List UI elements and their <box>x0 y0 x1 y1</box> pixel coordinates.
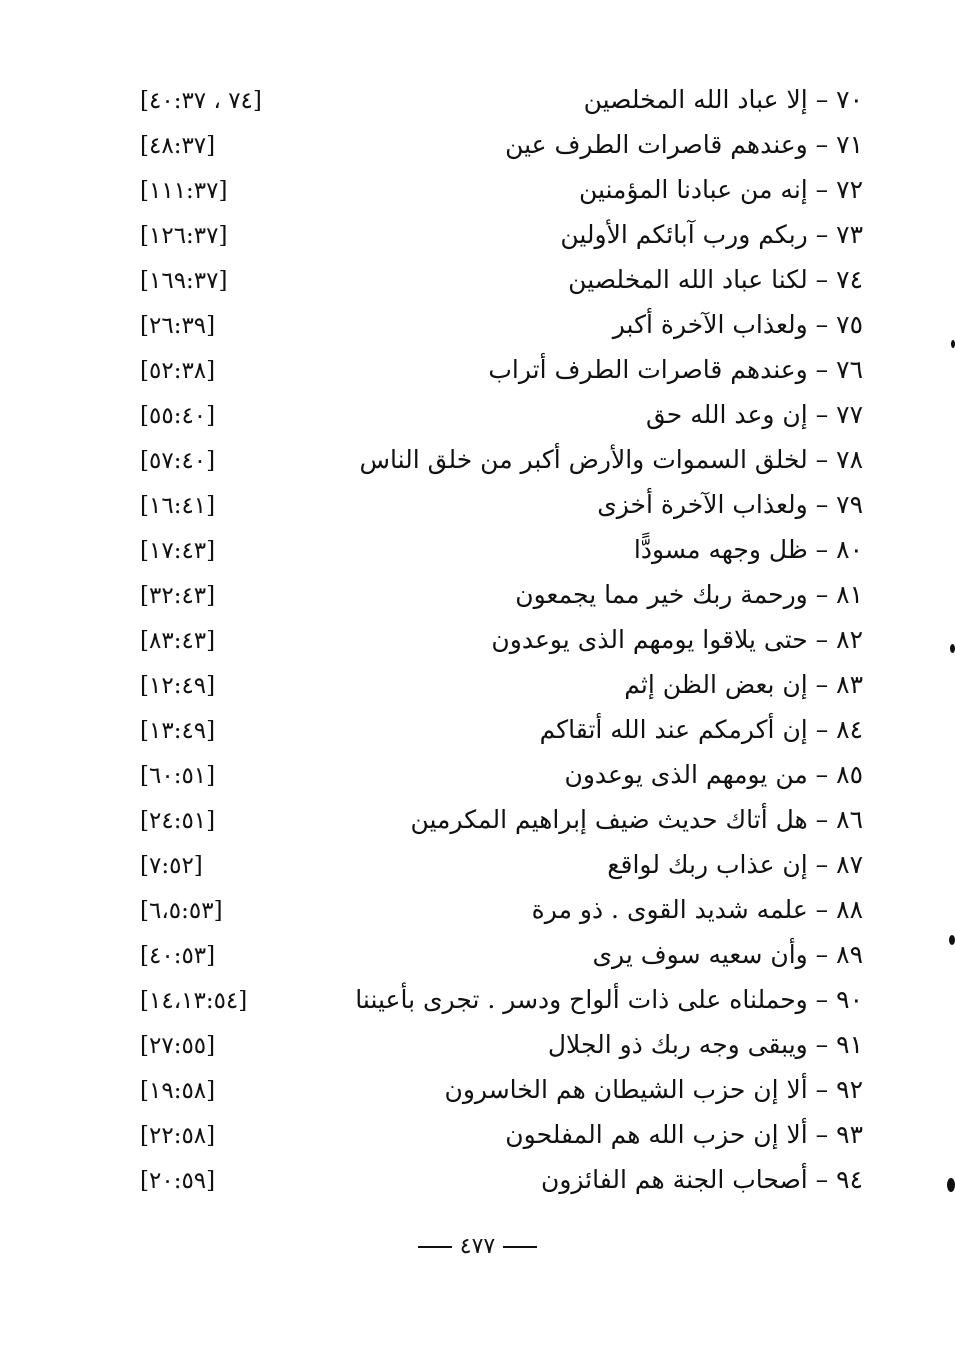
entry-reference: [١٤،١٣:٥٤] <box>140 988 248 1014</box>
list-item <box>0 841 955 886</box>
entry-text: ٧٥ – ولعذاب الآخرة أكبر <box>612 310 863 339</box>
entry-text: ٨٦ – هل أتاك حديث ضيف إبراهيم المكرمين <box>410 805 863 834</box>
entry-text: ٨٥ – من يومهم الذى يوعدون <box>564 760 863 789</box>
entry-reference: [١٣:٤٩] <box>140 718 216 744</box>
entry-text: ٧٣ – ربكم ورب آبائكم الأولين <box>560 220 863 249</box>
entry-text: ٨١ – ورحمة ربك خير مما يجمعون <box>515 580 863 609</box>
entry-reference: [١٦:٤١] <box>140 493 216 519</box>
list-item <box>0 301 955 346</box>
entry-text: ٧٦ – وعندهم قاصرات الطرف أتراب <box>488 355 863 384</box>
list-item <box>0 481 955 526</box>
entry-reference: [٥٥:٤٠] <box>140 403 216 429</box>
entries-list <box>0 76 955 1201</box>
entry-reference: [٨٣:٤٣] <box>140 628 216 654</box>
list-item <box>0 121 955 166</box>
scan-edge-mark <box>947 1178 955 1192</box>
list-item <box>0 796 955 841</box>
entry-text: ٨٢ – حتى يلاقوا يومهم الذى يوعدون <box>491 625 863 654</box>
entry-reference: [١٦٩:٣٧] <box>140 268 228 294</box>
entry-reference: [٢٢:٥٨] <box>140 1123 216 1149</box>
entry-reference: [٧:٥٢] <box>140 853 203 879</box>
page-number-value: ٤٧٧ <box>459 1234 496 1259</box>
entry-text: ٩٢ – ألا إن حزب الشيطان هم الخاسرون <box>444 1075 863 1104</box>
entry-reference: [٦٠:٥١] <box>140 763 216 789</box>
entry-text: ٨٧ – إن عذاب ربك لواقع <box>607 850 863 879</box>
list-item <box>0 346 955 391</box>
entry-text: ٧٠ – إلا عباد الله المخلصين <box>583 85 863 114</box>
entry-text: ٧٢ – إنه من عبادنا المؤمنين <box>578 175 863 204</box>
entry-reference: [١٧:٤٣] <box>140 538 216 564</box>
list-item <box>0 1111 955 1156</box>
scan-edge-mark <box>949 935 955 945</box>
entry-reference: [٧٤ ، ٤٠:٣٧] <box>140 88 262 114</box>
list-item <box>0 1021 955 1066</box>
page-number-dash <box>418 1246 452 1248</box>
scan-edge-mark <box>951 340 955 348</box>
list-item <box>0 211 955 256</box>
entry-reference: [٦،٥:٥٣] <box>140 898 223 924</box>
list-item <box>0 391 955 436</box>
entry-reference: [٢٠:٥٩] <box>140 1168 216 1194</box>
entry-text: ٩٤ – أصحاب الجنة هم الفائزون <box>540 1165 863 1194</box>
list-item <box>0 931 955 976</box>
list-item <box>0 76 955 121</box>
list-item <box>0 1156 955 1201</box>
list-item <box>0 571 955 616</box>
scan-edge-mark <box>950 644 955 653</box>
entry-text: ٧٧ – إن وعد الله حق <box>645 400 863 429</box>
entry-reference: [٢٧:٥٥] <box>140 1033 216 1059</box>
entry-text: ٧١ – وعندهم قاصرات الطرف عين <box>505 130 863 159</box>
entry-text: ٨٣ – إن بعض الظن إثم <box>624 670 863 699</box>
entry-text: ٧٨ – لخلق السموات والأرض أكبر من خلق الناس <box>359 445 863 474</box>
entry-reference: [٤٠:٥٣] <box>140 943 216 969</box>
entry-text: ٧٩ – ولعذاب الآخرة أخزى <box>597 490 863 519</box>
list-item <box>0 1066 955 1111</box>
list-item <box>0 526 955 571</box>
entry-reference: [١١١:٣٧] <box>140 178 228 204</box>
entry-text: ٨٨ – علمه شديد القوى . ذو مرة <box>531 895 863 924</box>
list-item <box>0 976 955 1021</box>
entry-text: ٩٠ – وحملناه على ذات ألواح ودسر . تجرى بأعيننا <box>355 985 863 1014</box>
list-item <box>0 616 955 661</box>
page-number-dash <box>503 1246 537 1248</box>
page-number <box>0 1232 955 1262</box>
list-item <box>0 166 955 211</box>
entry-text: ٨٤ – إن أكرمكم عند الله أتقاكم <box>539 715 863 744</box>
entry-reference: [١٢٦:٣٧] <box>140 223 228 249</box>
entry-reference: [٣٢:٤٣] <box>140 583 216 609</box>
entry-reference: [٥٧:٤٠] <box>140 448 216 474</box>
list-item <box>0 661 955 706</box>
list-item <box>0 886 955 931</box>
list-item <box>0 256 955 301</box>
entry-reference: [٤٨:٣٧] <box>140 133 216 159</box>
entry-reference: [٢٤:٥١] <box>140 808 216 834</box>
list-item <box>0 751 955 796</box>
entry-reference: [١٢:٤٩] <box>140 673 216 699</box>
entry-text: ٨٩ – وأن سعيه سوف يرى <box>592 940 863 969</box>
entry-text: ٧٤ – لكنا عباد الله المخلصين <box>568 265 863 294</box>
entry-reference: [١٩:٥٨] <box>140 1078 216 1104</box>
entry-text: ٩٣ – ألا إن حزب الله هم المفلحون <box>505 1120 863 1149</box>
entry-text: ٩١ – ويبقى وجه ربك ذو الجلال <box>547 1030 863 1059</box>
entry-reference: [٥٢:٣٨] <box>140 358 216 384</box>
entry-text: ٨٠ – ظل وجهه مسودًّا <box>633 535 863 564</box>
entry-reference: [٢٦:٣٩] <box>140 313 216 339</box>
list-item <box>0 436 955 481</box>
list-item <box>0 706 955 751</box>
